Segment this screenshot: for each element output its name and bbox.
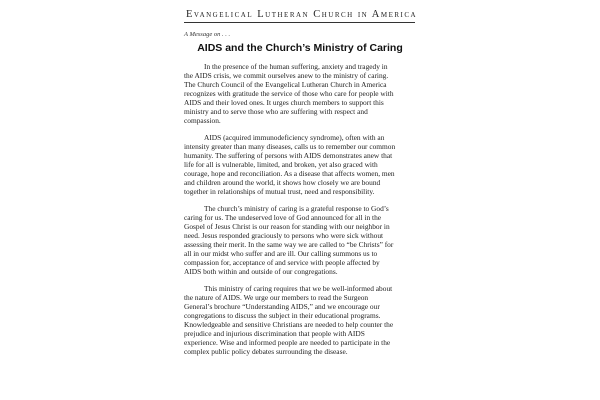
text-line: experience. Wise and informed people are needed to participate in the (184, 338, 391, 347)
text-line: In the presence of the human suffering, anxiety and tragedy in (204, 62, 388, 71)
text-line: ministry and to serve those who are suffering with respect and (184, 107, 368, 116)
text-line: The Church Council of the Evangelical Lutheran Church in America (184, 80, 387, 89)
text-line: Gospel of Jesus Christ is our reason for standing with our neighbor in (184, 222, 390, 231)
text-line: the AIDS crisis, we commit ourselves anew to the ministry of caring. (184, 71, 389, 80)
text-line: all in our midst who suffer and are ill. Our calling summons us to (184, 249, 378, 258)
paragraph-3 (184, 204, 416, 276)
text-line: assessing their merit. In the same way we are called to “be Christs” for (184, 240, 394, 249)
text-line: congregations to discuss the subject in their educational programs. (184, 311, 381, 320)
text-line: recognizes with gratitude the service of those who care for people with (184, 89, 394, 98)
text-line: prejudice and injurious discrimination that people with AIDS (184, 329, 365, 338)
text-line: AIDS (acquired immunodeficiency syndrome), often with an (204, 133, 385, 142)
text-line: complex public policy debates surrounding the disease. (184, 347, 348, 356)
text-line: courage, hope and reconciliation. As a disease that affects women, men (184, 169, 395, 178)
text-line: compassion for, acceptance of and service with people affected by (184, 258, 380, 267)
text-line: together in relationships of mutual trust, need and responsibility. (184, 187, 375, 196)
text-line: the nature of AIDS. We urge our members to read the Surgeon (184, 293, 369, 302)
masthead-divider (184, 22, 415, 23)
text-line: and children around the world, it shows how closely we are bound (184, 178, 381, 187)
paragraph-1 (184, 62, 416, 125)
text-line: compassion. (184, 116, 221, 125)
text-line: life for all is vulnerable, limited, and broken, yet also graced with (184, 160, 378, 169)
paragraph-2 (184, 133, 416, 196)
text-line: The church’s ministry of caring is a grateful response to God’s (204, 204, 389, 213)
text-line: caring for us. The undeserved love of God announced for all in the (184, 213, 382, 222)
text-line: AIDS and their loved ones. It urges church members to support this (184, 98, 384, 107)
text-line: intensity greater than many diseases, calls us to remember our common (184, 142, 396, 151)
kicker-text: A Message on . . . (184, 31, 231, 38)
text-line: AIDS both within and outside of our congregations. (184, 267, 338, 276)
paragraph-4 (184, 284, 416, 356)
text-line: need. Jesus responded graciously to persons who were sick without (184, 231, 384, 240)
document-title: AIDS and the Church’s Ministry of Caring (197, 42, 403, 54)
text-line: humanity. The suffering of persons with AIDS demonstrates anew that (184, 151, 393, 160)
text-line: Knowledgeable and sensitive Christians are needed to help counter the (184, 320, 394, 329)
text-line: General’s brochure “Understanding AIDS,” and we encourage our (184, 302, 380, 311)
document-body (184, 62, 416, 364)
text-line: This ministry of caring requires that we be well-informed about (204, 284, 393, 293)
organization-masthead: Evangelical Lutheran Church in America (186, 9, 418, 20)
